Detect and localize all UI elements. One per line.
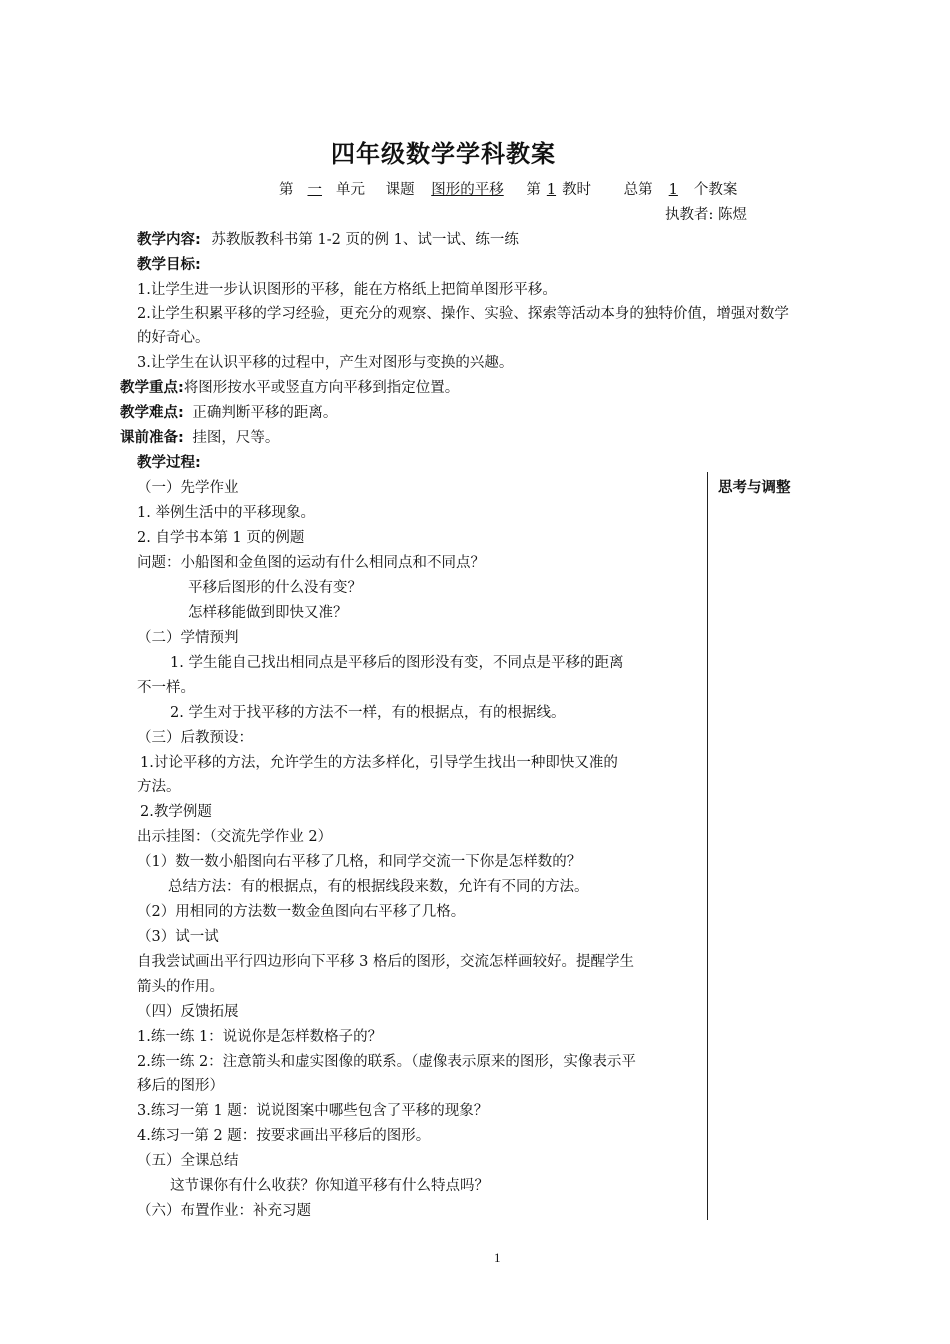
- process-line: 4.练习一第 2 题：按要求画出平移后的图形。: [137, 1128, 431, 1144]
- goal-item: 3.让学生在认识平移的过程中，产生对图形与变换的兴趣。: [137, 355, 514, 371]
- lesson-value: 1: [546, 182, 557, 198]
- total-suffix: 个教案: [693, 182, 738, 198]
- goal-item: 1.让学生进一步认识图形的平移，能在方格纸上把简单图形平移。: [137, 282, 557, 298]
- content-text: 苏教版教科书第 1-2 页的例 1、试一试、练一练: [211, 232, 519, 248]
- side-column-label: 思考与调整: [718, 480, 791, 496]
- difficulty-text: 正确判断平移的距离。: [192, 405, 338, 421]
- process-line: 1. 学生能自己找出相同点是平移后的图形没有变，不同点是平移的距离: [170, 655, 624, 671]
- unit-suffix: 单元: [336, 182, 365, 198]
- process-line: 总结方法：有的根据点，有的根据线段来数，允许有不同的方法。: [168, 879, 589, 895]
- topic-label: 课题: [385, 182, 415, 198]
- total-value: 1: [668, 182, 678, 198]
- process-line: 方法。: [137, 779, 181, 795]
- process-line: 1.练一练 1：说说你是怎样数格子的？: [137, 1029, 383, 1045]
- process-line: （1）数一数小船图向右平移了几格，和同学交流一下你是怎样数的？: [137, 854, 582, 870]
- process-line: 2.练一练 2：注意箭头和虚实图像的联系。（虚像表示原来的图形，实像表示平: [137, 1054, 636, 1070]
- topic-value: 图形的平移: [431, 182, 504, 198]
- process-line: （3）试一试: [137, 929, 219, 945]
- process-line: 3.练习一第 1 题：说说图案中哪些包含了平移的现象？: [137, 1103, 489, 1119]
- header-row: [279, 178, 737, 199]
- process-line: 问题：小船图和金鱼图的运动有什么相同点和不同点？: [137, 555, 485, 571]
- process-line: 自我尝试画出平行四边形向下平移 3 格后的图形，交流怎样画较好。提醒学生: [137, 954, 634, 970]
- process-line: 2.教学例题: [140, 804, 212, 820]
- teacher: 执教者: 陈煜: [665, 207, 747, 223]
- content-row: [137, 228, 519, 249]
- preparation-label: 课前准备:: [120, 430, 184, 446]
- process-line: （一）先学作业: [137, 480, 239, 496]
- process-line: 2. 自学书本第 1 页的例题: [137, 530, 305, 546]
- process-line: 平移后图形的什么没有变？: [188, 580, 362, 596]
- key-point-row: [120, 376, 459, 397]
- process-line: 这节课你有什么收获？你知道平移有什么特点吗？: [170, 1178, 489, 1194]
- process-line: （2）用相同的方法数一数金鱼图向右平移了几格。: [137, 904, 466, 920]
- total-prefix: 总第: [623, 182, 653, 198]
- column-divider: [707, 472, 708, 1220]
- lesson-suffix: 教时: [562, 182, 592, 198]
- process-line: 不一样。: [137, 680, 195, 696]
- unit-prefix: 第: [279, 182, 294, 198]
- key-point-label: 教学重点:: [120, 380, 184, 396]
- goal-item: 的好奇心。: [137, 330, 210, 346]
- preparation-row: [120, 426, 279, 447]
- process-label: 教学过程:: [137, 455, 201, 471]
- process-line: （六）布置作业：补充习题: [137, 1203, 311, 1219]
- process-line: 1.讨论平移的方法，允许学生的方法多样化，引导学生找出一种即快又准的: [140, 755, 618, 771]
- process-line: 箭头的作用。: [137, 979, 224, 995]
- lesson-prefix: 第: [526, 182, 541, 198]
- page-number: 1: [494, 1250, 501, 1265]
- process-line: 移后的图形）: [137, 1078, 224, 1094]
- process-line: 怎样移能做到即快又准？: [188, 605, 348, 621]
- page-title: 四年级数学学科教案: [331, 140, 556, 168]
- process-line: （三）后教预设：: [137, 730, 253, 746]
- goals-label: 教学目标:: [137, 257, 201, 273]
- process-line: （二）学情预判: [137, 630, 239, 646]
- unit-value: 一: [307, 182, 322, 198]
- preparation-text: 挂图，尺等。: [192, 430, 280, 446]
- process-line: （四）反馈拓展: [137, 1004, 239, 1020]
- content-label: 教学内容:: [137, 232, 201, 248]
- difficulty-label: 教学难点:: [120, 405, 184, 421]
- goal-item: 2.让学生积累平移的学习经验，更充分的观察、操作、实验、探索等活动本身的独特价值，增强对数学: [137, 306, 789, 322]
- process-line: 2. 学生对于找平移的方法不一样，有的根据点，有的根据线。: [170, 705, 566, 721]
- process-line: 出示挂图：（交流先学作业 2）: [137, 829, 333, 845]
- process-line: （五）全课总结: [137, 1153, 239, 1169]
- process-line: 1. 举例生活中的平移现象。: [137, 505, 315, 521]
- key-point-text: 将图形按水平或竖直方向平移到指定位置。: [183, 380, 460, 396]
- difficulty-row: [120, 401, 337, 422]
